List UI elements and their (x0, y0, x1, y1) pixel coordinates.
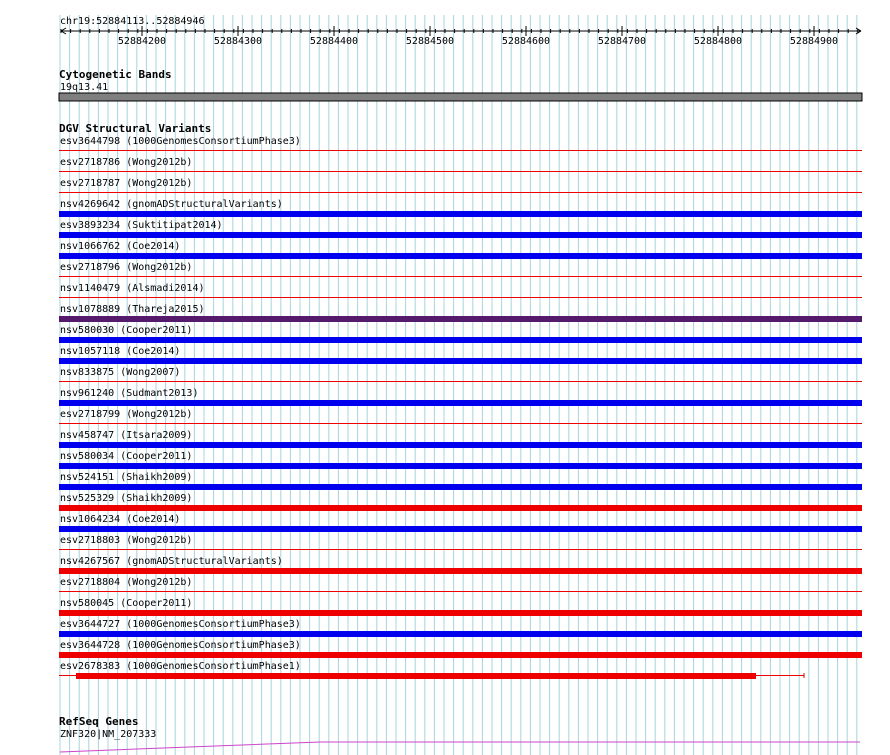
cytobands-title: Cytogenetic Bands (59, 68, 172, 81)
variant-label[interactable]: nsv833875 (Wong2007) (60, 367, 181, 378)
tick-label: 52884600 (501, 36, 551, 47)
variant-label[interactable]: esv2718796 (Wong2012b) (60, 262, 193, 273)
variant-label[interactable]: esv2718804 (Wong2012b) (60, 577, 193, 588)
variant-label[interactable]: esv3644798 (1000GenomesConsortiumPhase3) (60, 136, 301, 147)
variant-label[interactable]: esv3644727 (1000GenomesConsortiumPhase3) (60, 619, 301, 630)
gene-label[interactable]: ZNF320|NM_207333 (60, 729, 157, 740)
variant-bar[interactable] (59, 232, 862, 238)
cytoband-label: 19q13.41 (60, 82, 109, 93)
variant-bar[interactable] (59, 400, 862, 406)
variant-bar[interactable] (59, 463, 862, 469)
variant-bar[interactable] (59, 631, 862, 637)
ruler-ticks (61, 26, 858, 47)
variant-label[interactable]: nsv580030 (Cooper2011) (60, 325, 193, 336)
tick-label: 52884900 (789, 36, 839, 47)
variant-label[interactable]: esv2718799 (Wong2012b) (60, 409, 193, 420)
variant-label[interactable]: nsv1078889 (Thareja2015) (60, 304, 205, 315)
variant-bar[interactable] (59, 568, 862, 574)
tick-label: 52884200 (117, 36, 167, 47)
cytoband-bar[interactable] (59, 93, 862, 101)
variant-row[interactable] (59, 661, 804, 679)
ruler-track[interactable] (60, 16, 861, 47)
variant-bar[interactable] (59, 484, 862, 490)
variant-label[interactable]: esv2718786 (Wong2012b) (60, 157, 193, 168)
variant-bar[interactable] (59, 337, 862, 343)
variant-bar[interactable] (59, 358, 862, 364)
variant-label[interactable]: esv3644728 (1000GenomesConsortiumPhase3) (60, 640, 301, 651)
variant-label[interactable]: nsv1066762 (Coe2014) (60, 241, 181, 252)
variant-label[interactable]: nsv4267567 (gnomADStructuralVariants) (60, 556, 283, 567)
tick-label: 52884300 (213, 36, 263, 47)
variant-label[interactable]: nsv1140479 (Alsmadi2014) (60, 283, 205, 294)
gene-model[interactable] (60, 742, 860, 752)
variant-label[interactable]: nsv458747 (Itsara2009) (60, 430, 193, 441)
variant-label[interactable]: nsv580034 (Cooper2011) (60, 451, 193, 462)
variant-bar[interactable] (59, 505, 862, 511)
variant-label[interactable]: nsv1057118 (Coe2014) (60, 346, 181, 357)
variant-bar[interactable] (59, 316, 862, 322)
dgv-title: DGV Structural Variants (59, 122, 212, 135)
variant-label[interactable]: nsv525329 (Shaikh2009) (60, 493, 193, 504)
variant-bar[interactable] (59, 526, 862, 532)
variant-label[interactable]: nsv961240 (Sudmant2013) (60, 388, 199, 399)
tick-label: 52884700 (597, 36, 647, 47)
variant-label[interactable]: esv3893234 (Suktitipat2014) (60, 220, 223, 231)
refseq-title: RefSeq Genes (59, 715, 139, 728)
variant-bar[interactable] (59, 610, 862, 616)
variant-bar[interactable] (76, 673, 756, 679)
variant-bar[interactable] (59, 652, 862, 658)
variant-bar[interactable] (59, 211, 862, 217)
variant-label[interactable]: nsv524151 (Shaikh2009) (60, 472, 193, 483)
region-label: chr19:52884113..52884946 (60, 16, 205, 27)
variant-label[interactable]: esv2678383 (1000GenomesConsortiumPhase1) (60, 661, 301, 672)
variant-label[interactable]: esv2718803 (Wong2012b) (60, 535, 193, 546)
variant-label[interactable]: nsv580045 (Cooper2011) (60, 598, 193, 609)
variant-label[interactable]: nsv4269642 (gnomADStructuralVariants) (60, 199, 283, 210)
refseq-genes-track (59, 715, 860, 752)
tick-label: 52884400 (309, 36, 359, 47)
variant-bar[interactable] (59, 253, 862, 259)
variant-bar[interactable] (59, 442, 862, 448)
variant-label[interactable]: nsv1064234 (Coe2014) (60, 514, 181, 525)
variant-label[interactable]: esv2718787 (Wong2012b) (60, 178, 193, 189)
tick-label: 52884500 (405, 36, 455, 47)
tick-label: 52884800 (693, 36, 743, 47)
